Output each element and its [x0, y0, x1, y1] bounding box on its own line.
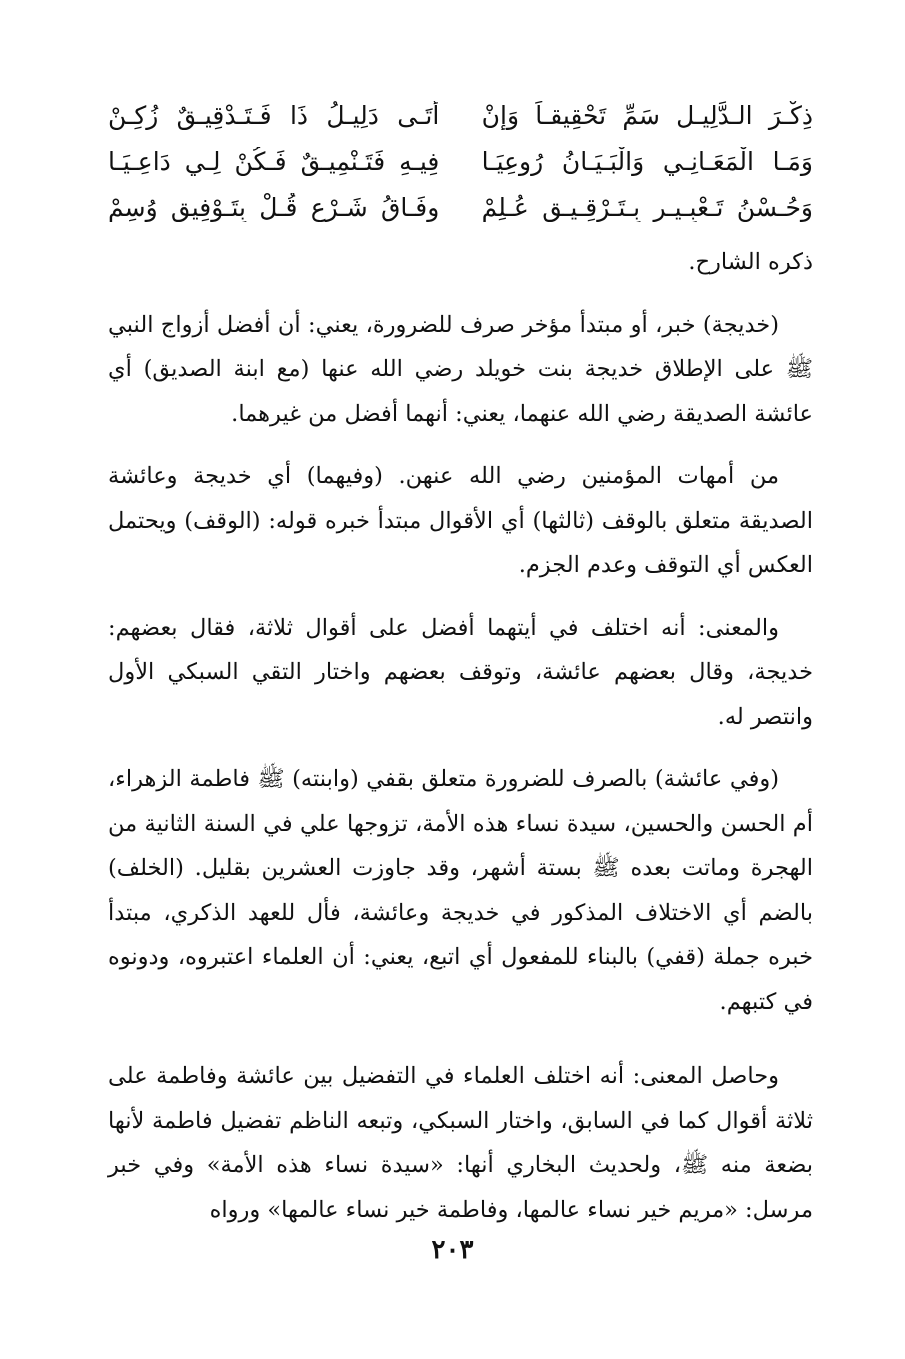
verse-line: [108, 92, 813, 138]
paragraph: وحاصل المعنى: أنه اختلف العلماء في التفضيل بين عائشة وفاطمة على ثلاثة أقوال كما في السابق، واختار السبكي، وتبعه الناظم تفضيل فاطمة لأنها بضعة منه ﷺ، ولحديث البخاري أنها: «سيدة نساء هذه الأمة» وفي خبر مرسل: «مريم خير نساء عالمها، وفاطمة خير نساء عالمها» ورواه: [108, 1063, 813, 1223]
verse-first-hemistich: ذِكْـرَ الـدَّلِيـلِ سَمِّ تَحْقِيقـاً وَإِنْ: [481, 100, 813, 130]
commentary-text: [108, 240, 813, 1232]
page-number: ٢٠٣: [431, 1235, 474, 1265]
verse-second-hemistich: أَتَـى دَلِيـلُ ذَا فَـتَـدْقِيـقٌ زُكِـنْ: [108, 100, 440, 130]
verse-second-hemistich: فِيـهِ فَتَـنْمِيـقٌ فَـكُنْ لِـي دَاعِـيَـا: [108, 146, 440, 176]
verse-first-hemistich: وَحُـسْنُ تَـعْبِـيـرٍ بِـتَـرْقِـيـقٍ عُـلِمْ: [481, 192, 813, 222]
paragraph: (وفي عائشة) بالصرف للضرورة متعلق بقفي (وابنته) ﷺ فاطمة الزهراء، أم الحسن والحسين، سيدة نساء هذه الأمة، تزوجها علي في السنة الثانية من الهجرة وماتت بعده ﷺ بستة أشهر، وقد جاوزت العشرين بقليل. (الخلف) بالضم أي الاختلاف المذكور في خديجة وعائشة، فأل للعهد الذكري، مبتدأ خبره جملة (قفي) بالبناء للمفعول أي اتبع، يعني: أن العلماء اعتبروه، ودونوه في كتبهم.: [108, 766, 813, 1015]
poem-block: [108, 92, 813, 230]
verse-line: [108, 184, 813, 230]
paragraph: (خديجة) خبر، أو مبتدأ مؤخر صرف للضرورة، يعني: أن أفضل أزواج النبي ﷺ على الإطلاق خديجة بنت خويلد رضي الله عنها (مع ابنة الصديق) أي عائشة الصديقة رضي الله عنهما، يعني: أنهما أفضل من غيرهما.: [108, 311, 813, 427]
verse-first-hemistich: وَمَـا الْمَعَـانِـي وَالْبَـيَـانُ رُوعِيَـا: [481, 146, 813, 176]
paragraph: والمعنى: أنه اختلف في أيتهما أفضل على أقوال ثلاثة، فقال بعضهم: خديجة، وقال بعضهم عائشة، وتوقف بعضهم واختار التقي السبكي الأول وانتصر له.: [108, 614, 813, 730]
paragraph: من أمهات المؤمنين رضي الله عنهن. (وفيهما) أي خديجة وعائشة الصديقة متعلق بالوقف (ثالثها) أي الأقوال مبتدأ خبره قوله: (الوقف) ويحتمل العكس أي التوقف وعدم الجزم.: [108, 463, 813, 578]
verse-second-hemistich: وِفَـاقُ شَـرْعٍ قُـلْ بِتَـوْفِيقٍ وُسِمْ: [108, 192, 440, 222]
verse-line: [108, 138, 813, 184]
paragraph: ذكره الشارح.: [688, 249, 813, 275]
